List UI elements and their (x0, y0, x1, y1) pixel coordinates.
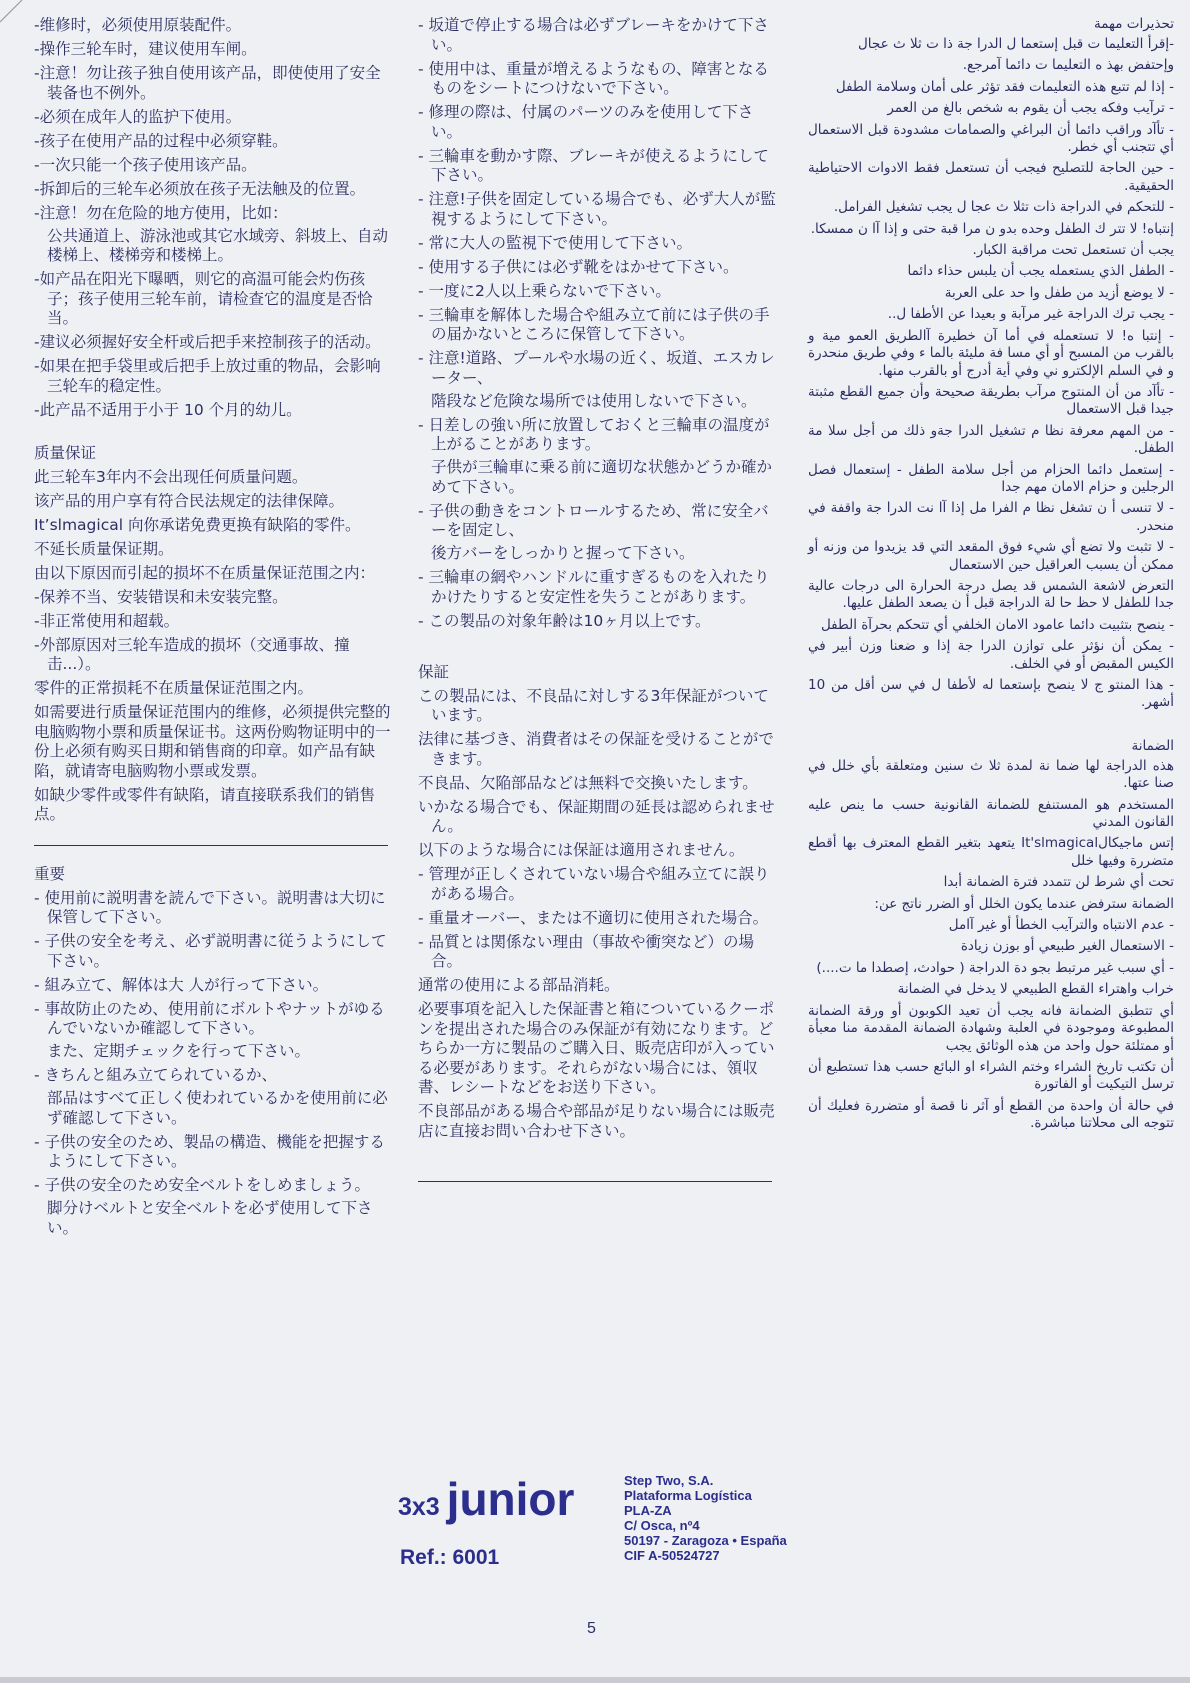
arabic-column (808, 16, 1174, 1137)
ar-warning-item: - لا تثبت ولا تضع أي شيء فوق المقعد التي قد يزيدوا من وزنه أو ممكن أن يسبب العراقيل حين الاستعمال (808, 539, 1174, 573)
ja-warning-item: - 三輪車の網やハンドルに重すぎるものを入れたりかけたりすると安定性を失うことがあります。 (418, 568, 770, 606)
ar-warning-item: - للتحكم في الدراجة ذات تثلا ث عجا ل يجب تشغيل الفرامل. (833, 199, 1174, 216)
zh-warning-item: -如产品在阳光下曝晒，则它的高温可能会灼伤孩子；孩子使用三轮车前，请检查它的温度是否恰当。 (34, 270, 373, 327)
ar-warning-item: - إنتبا ه! لا تستعمله في أما آن خطيرة آالطريق العمو مية و بالقرب من المسبح أو أي مسا فة مليئة بالما ء وفي طريق منحدرة و في السلم الإلكترو ني وفي أية أدرج أو بالقرب منها. (808, 327, 1174, 379)
ar-warning-item: - تأآد وراقب دائما أن البراغي والصمامات مشدودة قبل الاستعمال أي تتجنب أي خطر. (808, 121, 1174, 156)
japanese-column (418, 16, 780, 1200)
ar-warranty-paragraph: المستخدم هو المستنفع للضمانة القانونية حسب ما ينص عليه القانون المدني (808, 796, 1174, 831)
ja-warranty-paragraph: 必要事項を記入した保証書と箱についているクーポンを提出された場合のみ保証が有効になります。どちらか一方に製品のご購入日、販売店印が入っている必要があります。それらがない場合には、領収書、レシートなどをお送り下さい。 (418, 1000, 775, 1096)
zh-warning-item: -一次只能一个孩子使用该产品。 (34, 155, 257, 174)
company-line: CIF A-50524727 (624, 1548, 720, 1563)
ar-exclusion-item: - أي سبب غير مرتبط بجو دة الدراجة ( حوادث، إصطدا ما ت....) (816, 959, 1174, 976)
company-address (624, 1473, 787, 1563)
ja-warranty-paragraph: この製品には、不良品に対しする3年保証がついています。 (418, 686, 769, 724)
ja-warranty-paragraph: 通常の使用による部品消耗。 (418, 976, 620, 994)
ar-exclusion-item: - الاستعمال الغير طبيعي أو بوزن زيادة (960, 938, 1174, 955)
zh-warning-item: -维修时，必须使用原装配件。 (34, 16, 242, 34)
ar-exclusion-item: - عدم الانتباه والترآيب الخطأ أو غير آامل (948, 917, 1174, 934)
ja-warning-item: - 修理の際は、付属のパーツのみを使用して下さい。 (418, 103, 754, 141)
ja-warning-item: - 使用中は、重量が増えるようなもの、障害となるものをシートにつけないで下さい。 (418, 59, 769, 97)
ja-warranty-paragraph: 法律に基づき、消費者はその保証を受けることができます。 (418, 730, 774, 768)
ja-exclusion-item: - 品質とは関係ない理由（事故や衝突など）の場合。 (418, 932, 755, 970)
zh-warning-item: -建议必须握好安全杆或后把手来控制孩子的活动。 (34, 333, 381, 351)
ja-important-cont: 脚分けベルトと安全ベルトを必ず使用して下さい。 (47, 1199, 373, 1237)
zh-warranty-paragraph: 不延长质量保证期。 (34, 539, 174, 558)
brand-prefix: 3x3 (398, 1493, 440, 1521)
ar-warning-item: وإحتفض بهذ ه التعليما ت دائما آمرجع. (962, 57, 1174, 74)
ja-important-cont: 部品はすべて正しく使われているかを使用前に必ず確認して下さい。 (47, 1089, 388, 1127)
ar-warranty-paragraph: أن تكتب تاريخ الشراء وختم الشراء او البائع حسب هذا تستطيع أن ترسل التيكيت أو الفاتورة (808, 1058, 1174, 1093)
company-line: Plataforma Logística (624, 1488, 752, 1503)
ja-warranty-paragraph: 不良部品がある場合や部品が足りない場合には販売店に直接お問い合わせ下さい。 (418, 1102, 775, 1140)
ja-important-item: - きちんと組み立てられているか、 (34, 1066, 278, 1084)
zh-warning-item: -此产品不适用于小于 10 个月的幼儿。 (34, 400, 302, 419)
company-line: PLA-ZA (624, 1503, 672, 1518)
ar-warning-item: - إذا لم تتبع هذه التعليمات فقد تؤثر على أمان وسلامة الطفل (835, 78, 1174, 95)
ar-warning-item: - ترآيب وفكه يجب أن يقوم به شخص بالغ من العمر (887, 100, 1174, 117)
ja-important-item: - 組み立て、解体は大 人が行って下さい。 (34, 975, 329, 994)
zh-warranty-paragraph: 由以下原因而引起的损坏不在质量保证范围之内： (34, 563, 376, 582)
ja-important-item: - 使用前に説明書を読んで下さい。説明書は大切に保管して下さい。 (34, 888, 386, 926)
ar-warning-item: يجب أن تستعمل تحت مراقبة الكبار. (972, 242, 1174, 259)
ja-exclusion-item: - 管理が正しくされていない場合や組み立てに誤りがある場合。 (418, 865, 770, 903)
ja-warning-item: - 三輪車を動かす際、ブレーキが使えるようにして下さい。 (418, 146, 769, 184)
product-reference: Ref.: 6001 (400, 1546, 500, 1569)
ar-warranty-paragraph: أي تتطبق الضمانة فانه يجب أن تعيد الكوبون أو ورقة الضمانة المطبوعة وموجودة في العلبة وشهادة الضمانة المقدمة منا معبأة أو ممتلئة حول واحد من هذه الوثائق يجب (808, 1002, 1174, 1054)
ar-warning-item: - إستعمل دائما الحزام من أجل سلامة الطفل - إستعمال فصل الرجلين و حزام الامان مهم جدا (808, 461, 1174, 495)
ja-exclusion-item: - 重量オーバー、または不適切に使用された場合。 (418, 908, 769, 927)
zh-warranty-paragraph: 该产品的用户享有符合民法规定的法律保障。 (34, 491, 345, 510)
ar-warnings-title: تحذيرات مهمة (1093, 16, 1174, 32)
zh-warranty-paragraph: 如缺少零件或零件有缺陷，请直接联系我们的销售点。 (34, 785, 376, 823)
ja-important-item: - 子供の安全のため安全ベルトをしめましょう。 (34, 1176, 371, 1194)
company-line: Step Two, S.A. (624, 1473, 714, 1488)
ar-warning-item: - لا يوضع أزيد من طفل وا حد على العربة (944, 284, 1174, 301)
zh-warning-item: -拆卸后的三轮车必须放在孩子无法触及的位置。 (34, 179, 366, 198)
scan-edge (0, 1677, 1190, 1683)
ja-warning-item: - 坂道で停止する場合は必ずブレーキをかけて下さい。 (418, 16, 769, 54)
zh-warranty-paragraph: 此三轮车3年内不会出现任何质量问题。 (34, 467, 308, 486)
zh-exclusion-item: -外部原因对三轮车造成的损坏（交通事故、撞击...）。 (34, 635, 350, 673)
ja-warning-item: - この製品の対象年齢は10ヶ月以上です。 (418, 611, 711, 630)
ar-warning-item: التعرض لاشعة الشمس قد يصل درجة الحرارة الى درجات عالية جدا للطفل لا حظ حا لة الدراجة قبل أ ن يصعد الطفل عليها. (808, 577, 1174, 612)
ja-important-item: - 子供の安全のため、製品の構造、機能を把握するようにして下さい。 (34, 1132, 385, 1170)
ar-warning-item: - يجب ترك الدراجة غير مرآبة و بعيدا عن الأطفا ل.. (887, 306, 1174, 323)
zh-warranty-paragraph: It’slmagical 向你承诺免费更换有缺陷的零件。 (34, 515, 361, 534)
page-number: 5 (587, 1620, 596, 1637)
ar-warranty-title: الضمانة (1131, 737, 1174, 754)
ar-warning-item: - من المهم معرفة نظا م تشغيل الدرا جةو ذلك من أجل سلا مة الطفل. (808, 422, 1174, 457)
company-line: C/ Osca, nº4 (624, 1518, 700, 1533)
ar-warning-item: - يمكن أن نؤثر على توازن الدرا جة إذا و ضعنا وزن أبير في الكيس المقبض أو في الخلف. (808, 638, 1174, 672)
zh-exclusion-item: -非正常使用和超载。 (34, 611, 180, 630)
ja-warning-item: - 注意!子供を固定している場合でも、必ず大人が監視するようにして下さい。 (418, 190, 776, 228)
ja-important-item: - 子供の安全を考え、必ず説明書に従うようにして下さい。 (34, 932, 387, 970)
zh-warning-item: -必须在成年人的监护下使用。 (34, 107, 242, 126)
zh-warning-item: -注意！勿让孩子独自使用该产品，即使使用了安全装备也不例外。 (34, 64, 381, 102)
ja-warning-cont: 子供が三輪車に乗る前に適切な状態かどうか確かめて下さい。 (431, 458, 773, 496)
brand-name: junior (446, 1473, 575, 1525)
zh-exclusion-item: -保养不当、安装错误和未安装完整。 (34, 587, 288, 606)
ar-warning-item: - ينصح بتثبيت دائما عامود الامان الخلفي أي تتحكم بحرآة الطفل (820, 616, 1174, 633)
chinese-column (34, 16, 396, 1243)
ar-warranty-paragraph: الضمانة سترفض عندما يكون الخلل أو الضرر ناتج عن: (874, 895, 1174, 912)
corner-fold-mark (0, 0, 24, 24)
ar-warning-item: - لا تنسى أ ن تشغل نظا م الفرا مل إذا آا نت الدرا جة واقفة في منحدر. (808, 500, 1174, 534)
zh-warning-item: -孩子在使用产品的过程中必须穿鞋。 (34, 131, 288, 150)
ja-warranty-paragraph: いかなる場合でも、保証期間の延長は認められません。 (418, 797, 775, 835)
ar-warranty-paragraph: إتس ماجيكالIt'slmagical يتعهد بتغير القطع المعترف بها أقطع متضررة وفيها خلل (808, 835, 1174, 869)
ja-warning-item: - 一度に2人以上乗らないで下さい。 (418, 281, 671, 300)
ar-warranty-paragraph: هذه الدراجة لها ضما نة لمدة ثلا ث سنين ومتعلقة بأي خلل في صنا عتها. (808, 757, 1174, 792)
ja-warranty-paragraph: 以下のような場合には保証は適用されません。 (418, 841, 745, 859)
ar-warning-item: إنتباه! لا تتر ك الطفل وحده بدو ن مرا قبة حتى و إذا آا ن ممسكا. (810, 220, 1174, 237)
ja-warranty-paragraph: 不良品、欠陥部品などは無料で交換いたします。 (418, 773, 758, 792)
ja-warning-cont: 後方バーをしっかりと握って下さい。 (431, 544, 695, 562)
zh-warranty-paragraph: 零件的正常损耗不在质量保证范围之内。 (34, 679, 314, 697)
ar-warning-item: - تأآد من أن المنتوج مرآب بطريقة صحيحة وأن جميع القطع مثبتة جيدا قبل الاستعمال (808, 383, 1174, 418)
ar-warning-item: -إقرأ التعليما ت قبل إستعما ل الدرا جة ذا ت ثلا ث عجال (857, 36, 1174, 52)
ja-warning-item: - 常に大人の監視下で使用して下さい。 (418, 233, 693, 252)
zh-warning-example: 公共通道上、游泳池或其它水域旁、斜坡上、自动楼梯上、楼梯旁和楼梯上。 (47, 226, 389, 264)
ja-warning-item: - 注意!道路、プールや水場の近く、坂道、エスカレーター、 (418, 349, 775, 387)
ar-warranty-paragraph: في حالة أن واحدة من القطع أو آثر نا قصة أو متضررة فعليك أن تتوجه الى محلاتنا مباشرة. (808, 1097, 1174, 1132)
company-line: 50197 - Zaragoza • España (624, 1533, 787, 1548)
ar-warning-item: - حين الحاجة للتصليح فيجب أن تستعمل فقط الادوات الاحتياطية الحقيقية. (808, 160, 1174, 194)
ja-warranty-title: 保証 (418, 662, 450, 681)
zh-warning-item: -注意！勿在危险的地方使用，比如： (34, 203, 288, 222)
ar-warning-item: - الطفل الذي يستعمله يجب أن يلبس حذاء دائما (907, 263, 1174, 280)
zh-warranty-paragraph: 如需要进行质量保证范围内的维修，必须提供完整的电脑购物小票和质量保证书。这两份购物证明中的一份上必须有购买日期和销售商的印章。如产品有缺陷，就请寄电脑购物小票或发票。 (34, 703, 391, 780)
ja-important-item: - 事故防止のため、使用前にボルトやナットがゆるんでいないか確認して下さい。 (34, 999, 385, 1037)
section-divider (418, 1181, 772, 1182)
ar-warning-item: - هذا المنتو ج لا ينصح بإستعما له لأطفا ل في سن أقل من 10 أشهر. (808, 677, 1174, 711)
ja-important-cont: また、定期チェックを行って下さい。 (47, 1042, 311, 1060)
ar-warranty-paragraph: تحت أي شرط لن تتمدد فترة الضمانة أبدا (943, 874, 1174, 891)
section-divider (34, 845, 388, 846)
ja-warning-item: - 使用する子供には必ず靴をはかせて下さい。 (418, 257, 739, 276)
brand-logo (398, 1472, 574, 1526)
zh-warning-item: -如果在把手袋里或后把手上放过重的物品，会影响三轮车的稳定性。 (34, 357, 381, 395)
ja-warning-item: - 三輪車を解体した場合や組み立て前には子供の手の届かないところに保管して下さい。 (418, 305, 770, 343)
ja-warning-cont: 階段など危険な場所では使用しないで下さい。 (431, 391, 757, 410)
ja-warning-item: - 子供の動きをコントロールするため、常に安全バーを固定し、 (418, 501, 769, 539)
zh-warning-item: -操作三轮车时，建议使用车闸。 (34, 40, 257, 58)
zh-warranty-title: 质量保证 (34, 443, 97, 462)
ar-warranty-paragraph: خراب واهتراء القطع الطبيعي لا يدخل في الضمانة (897, 981, 1174, 998)
ja-warning-item: - 日差しの強い所に放置しておくと三輪車の温度が上がることがあります。 (418, 415, 770, 453)
ja-important-title: 重要 (34, 864, 66, 883)
